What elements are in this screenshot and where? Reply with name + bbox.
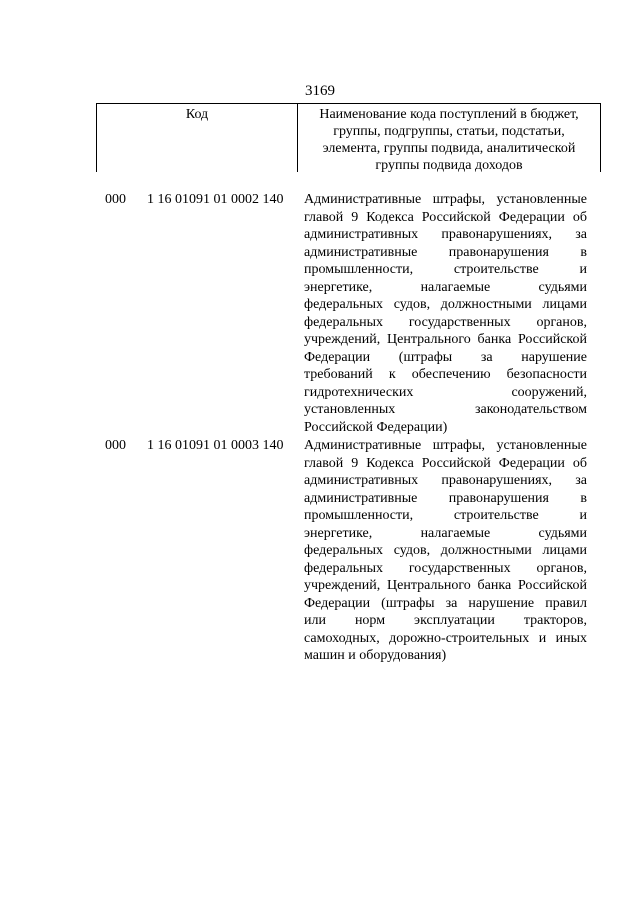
description-line: федеральных государственных органов, <box>304 560 587 576</box>
table-header <box>96 103 601 172</box>
description-line: учреждений, Центрального банка Российской <box>304 332 587 347</box>
description-line: установленных законодательством <box>304 402 587 417</box>
description-line: федеральных судов, должностными лицами <box>304 543 587 558</box>
revenue-code: 1 16 01091 01 0003 140 <box>147 438 284 453</box>
description-line: Российской Федерации) <box>304 419 448 435</box>
description-line: машин и оборудования) <box>304 648 447 663</box>
description-line: административные правонарушения в <box>304 490 587 506</box>
description-line: требований к обеспечению безопасности <box>304 367 587 382</box>
description-line: учреждений, Центрального банка Российской <box>304 578 587 593</box>
header-name-line: элемента, группы подвида, аналитической <box>322 141 576 156</box>
description-line: главой 9 Кодекса Российской Федерации об <box>304 455 587 471</box>
description-line: Административные штрафы, установленные <box>304 438 587 453</box>
revenue-description <box>304 191 587 436</box>
header-name-line: группы, подгруппы, статьи, подстатьи, <box>333 124 565 139</box>
description-line: самоходных, дорожно-строительных и иных <box>304 630 587 646</box>
admin-code: 000 <box>105 438 126 453</box>
description-line: гидротехнических сооружений, <box>304 384 587 400</box>
description-line: главой 9 Кодекса Российской Федерации об <box>304 209 587 225</box>
header-code-column: Код <box>97 104 298 172</box>
description-line: Федерации (штрафы за нарушение правил <box>304 595 587 611</box>
header-name-column <box>298 104 600 172</box>
description-line: промышленности, строительстве и <box>304 262 587 277</box>
description-line: промышленности, строительстве и <box>304 508 587 523</box>
description-line: административных правонарушениях, за <box>304 473 587 488</box>
description-line: или норм эксплуатации тракторов, <box>304 613 587 628</box>
description-line: федеральных государственных органов, <box>304 314 587 330</box>
revenue-code: 1 16 01091 01 0002 140 <box>147 192 284 207</box>
description-line: административных правонарушениях, за <box>304 227 587 242</box>
page-number: 3169 <box>305 83 335 99</box>
header-name-line: группы подвида доходов <box>375 158 523 173</box>
description-line: федеральных судов, должностными лицами <box>304 297 587 312</box>
header-name-line: Наименование кода поступлений в бюджет, <box>319 107 579 122</box>
admin-code: 000 <box>105 192 126 207</box>
description-line: административные правонарушения в <box>304 244 587 260</box>
description-line: Административные штрафы, установленные <box>304 192 587 207</box>
revenue-description <box>304 437 587 665</box>
description-line: энергетике, налагаемые судьями <box>304 279 587 295</box>
description-line: Федерации (штрафы за нарушение <box>304 349 587 365</box>
description-line: энергетике, налагаемые судьями <box>304 525 587 541</box>
